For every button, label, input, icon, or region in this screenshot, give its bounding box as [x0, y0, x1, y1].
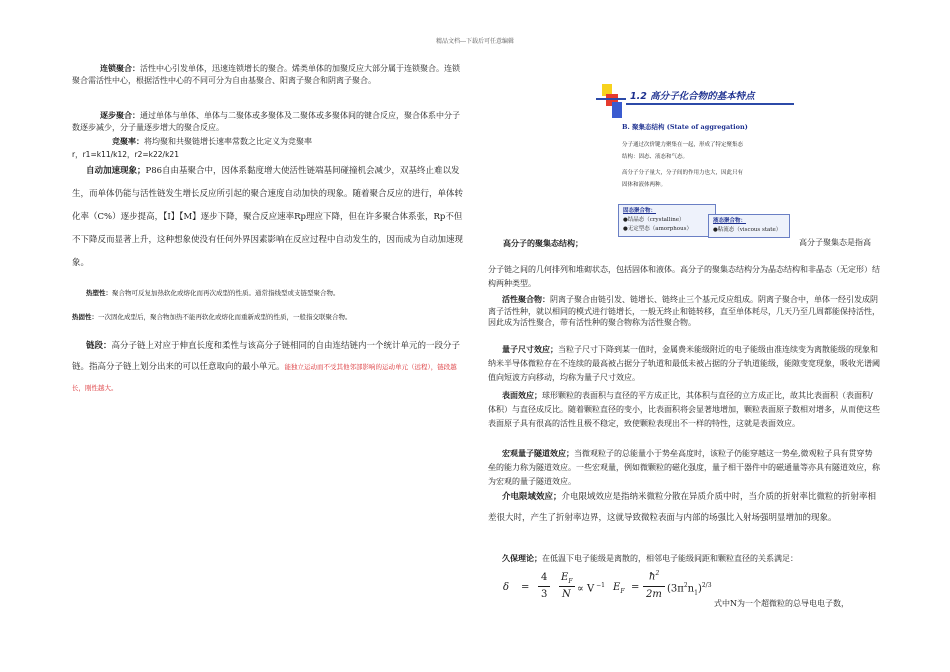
frac-line — [538, 586, 550, 587]
box-title: 固态聚合物： — [623, 208, 657, 214]
para-chain-polymerization — [72, 63, 464, 86]
term: 介电限域效应； — [502, 492, 562, 502]
para-living-polymer — [488, 294, 880, 329]
para-surface-effect — [488, 388, 880, 431]
box-item: ●无定型态（amorphous） — [623, 226, 692, 232]
para-aggregation-heading — [503, 236, 883, 251]
red-note: 能独立运动而不受其他邻部影响的运动单元（远程），链段越长，刚性越大。 — [72, 363, 457, 392]
definition: 在低温下电子能级是离散的，相邻电子能级间距和颗粒直径的关系满足： — [542, 554, 798, 563]
box-item: ●结晶态（crystalline） — [623, 217, 685, 223]
definition: 通过单体与单体、单体与二聚体或多聚体及二聚体或多聚体间的键合反应，聚合体系中分子数逐步减少，分子量逐步增大的聚合反应。 — [72, 111, 460, 132]
reactivity-ratio-formula: r，r1=k11/k12，r2=k22/k21 — [72, 150, 179, 159]
term: 链段： — [86, 341, 112, 351]
solid-state-box — [618, 204, 716, 237]
slide-text-line: 高分子分子量大，分子间的作用力也大，因此只有 — [622, 170, 744, 176]
definition: 聚合物可反复加热软化或熔化而再次成型的性质。通常指线型或支链型聚合物。 — [112, 289, 340, 297]
para-kubo — [488, 551, 880, 566]
slide-subtitle: B. 聚集态结构 (State of aggregation) — [622, 123, 748, 131]
slide-decor-bar — [596, 98, 626, 100]
slide-text-line: 固体和液体两种。 — [622, 182, 667, 188]
para-chain-segment — [72, 336, 464, 399]
para-reactivity-ratio — [72, 136, 464, 148]
formula-eq2: = — [631, 582, 640, 593]
slide-text-line: 分子通过次价键力聚集在一起，形成了特定聚集态 — [622, 142, 744, 148]
formula-n: N — [562, 589, 571, 600]
kubo-trailer: 式中N为一个超微粒的总导电电子数， — [714, 599, 849, 608]
term: 表面效应； — [502, 390, 542, 400]
slide-figure — [596, 80, 796, 244]
para-aggregation: 分子链之间的几何排列和堆砌状态，包括固体和液体。高分子的聚集态结构分为晶态结构和非晶态（无定形）结构两种类型。 — [488, 265, 880, 288]
definition: P86自由基聚合中，因体系黏度增大使活性链端基间碰撞机会减少，双基终止难以发生，而单体仍能与活性链发生增长反应所引起的聚合速度自动加快的现象。随着聚合反应的进行，单体转化率（C%）逐步提高，【I】【M】逐步下降，聚合反应速率Rp理应下降，但在许多聚合体系张，Rp不但不下降反而显著上升，这种想象使没有任何外界因素影响在反应过程中自动发生的，因而成为自动加速现象。 — [72, 166, 464, 268]
formula-ef2: $E_F$ — [613, 582, 625, 595]
para-auto-acceleration — [72, 160, 464, 275]
para-thermoplastic — [72, 288, 472, 299]
frac-line — [559, 586, 575, 587]
formula-hbar: $ħ^2$ — [649, 570, 660, 583]
definition: 当微观粒子的总能量小于势垒高度时，该粒子仍能穿越这一势垒,微观粒子具有贯穿势垒的能力称为隧道效应。一些宏观量，例如微颗粒的磁化强度，量子相干器件中的磁通量等亦具有隧道效应，称为宏观的量子隧道效应。 — [488, 449, 880, 486]
term: 连锁聚合： — [100, 63, 140, 73]
box-item: ●粘流态（viscous state） — [713, 227, 782, 233]
para-step-polymerization — [72, 110, 464, 133]
formula-propto: ∝ V $^{-1}$ — [577, 582, 605, 595]
formula-paren: $(3\pi^2n_1)^{2/3}$ — [667, 582, 712, 597]
frac-line — [643, 586, 665, 587]
term: 久保理论； — [502, 553, 542, 563]
para-tunnel-effect — [488, 446, 880, 489]
term: 热塑性： — [86, 289, 112, 297]
term: 量子尺寸效应； — [502, 344, 558, 354]
term: 活性聚合物： — [502, 294, 550, 304]
term-side-text: 高分子聚集态是指高 — [799, 238, 871, 247]
formula-3: 3 — [541, 589, 548, 600]
formula-delta: δ — [503, 582, 510, 593]
definition: 活性中心引发单体，迅速连锁增长的聚合。烯类单体的加聚反应大部分属于连锁聚合。连锁聚合需活性中心，根据活性中心的不同可分为自由基聚合、阳离子聚合和阴离子聚合。 — [72, 64, 460, 85]
formula-ef: $E_F$ — [561, 572, 573, 585]
formula-eq1: = — [521, 582, 530, 593]
formula-4: 4 — [541, 572, 548, 583]
liquid-state-box — [708, 214, 790, 238]
formula-2m: 2m — [646, 589, 662, 600]
term: 逐步聚合： — [100, 110, 140, 120]
definition: 介电限域效应是指纳米微粒分散在异质介质中时，当介质的折射率比微粒的折射率相差很大时，产生了折射率边界，这就导致微粒表面与内部的场强比入射场强明显增加的现象。 — [488, 492, 877, 523]
para-thermoset — [72, 312, 472, 323]
definition: 阴离子聚合由链引发、链增长、链终止三个基元反应组成。阴离子聚合中，单体一经引发成阴离子活性种，就以相同的模式进行链增长，一般无终止和链转移，直至单体耗尽，几天乃至几周都能保持活性，因此成为活性聚合，带有活性种的聚合物称为活性聚合物。 — [488, 295, 880, 327]
box-title: 液态聚合物： — [713, 218, 747, 224]
para-quantum-size — [488, 342, 880, 385]
definition: 球形颗粒的表面积与直径的平方成正比，其体积与直径的立方成正比，故其比表面积（表面积/体积）与直径成反比。随着颗粒直径的变小，比表面积将会显著地增加，颗粒表面原子数相对增多，从而使这些表面原子具有很高的活性且极不稳定，致使颗粒表现出不一样的特性，这就是表面效应。 — [488, 391, 880, 428]
kubo-formula — [503, 572, 715, 608]
term: 自动加速现象； — [86, 166, 146, 176]
term: 热固性： — [72, 313, 98, 321]
definition: 当粒子尺寸下降到某一值时，金属费米能级附近的电子能级由准连续变为离散能级的现象和纳米半导体微粒存在不连续的最高被占据分子轨道和最低未被占据的分子轨道能级，能隙变宽现象，吸收光谱阈值向短波方向移动，均称为量子尺寸效应。 — [488, 345, 880, 382]
slide-decor-blue — [612, 102, 622, 118]
definition: 将均聚和共聚链增长速率常数之比定义为竞聚率 — [144, 137, 312, 146]
definition: 一次固化成型后，聚合物加热不能再软化或熔化而重新成型的性质，一般指交联聚合物。 — [98, 313, 352, 321]
slide-text-line: 结构：固态、液态和气态。 — [622, 154, 689, 160]
term: 宏观量子隧道效应； — [502, 448, 574, 458]
page-header: 精品文档---下载后可任意编辑 — [435, 38, 515, 45]
slide-title-underline — [626, 103, 794, 105]
definition: 高分子链上对应于伸直长度和柔性与该高分子链相同的自由连结链内一个统计单元的一段分子链。指高分子链上划分出来的可以任意取向的最小单元。 — [72, 341, 461, 372]
term: 高分子的聚集态结构； — [503, 238, 583, 248]
para-dielectric — [488, 487, 880, 529]
slide-title: 1.2 高分子化合物的基本特点 — [630, 91, 755, 102]
term: 竞聚率： — [112, 136, 144, 146]
